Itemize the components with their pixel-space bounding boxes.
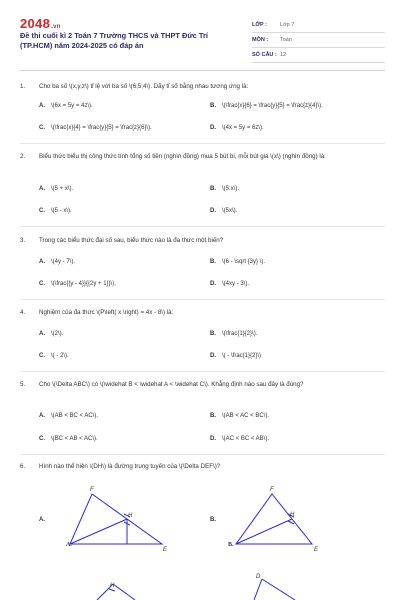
info-value: Toán	[280, 37, 292, 43]
option-label: B.	[210, 186, 216, 192]
q6-option-b[interactable]	[210, 517, 222, 523]
option-text: \(AB < BC < AC\).	[51, 413, 99, 419]
q5-option-d[interactable]	[210, 436, 269, 442]
option-text: \(4xy - 3\).	[222, 281, 250, 287]
vertex-label: F	[270, 487, 274, 493]
figure-a-tag: A.	[66, 542, 72, 548]
vertex-label: D	[256, 574, 261, 580]
option-label: A.	[39, 331, 45, 337]
option-label: C.	[39, 353, 45, 359]
q6-option-a[interactable]	[39, 517, 51, 523]
exam-title: Đề thi cuối kì 2 Toán 7 Trường THCS và THPT Đức Trí (TP.HCM) năm 2024-2025 có đáp án	[20, 31, 208, 50]
option-label: A.	[39, 186, 45, 192]
question-number: 5.	[20, 381, 26, 388]
tick-mark	[109, 589, 115, 591]
option-label: B.	[210, 413, 216, 419]
logo-text: 2048	[20, 16, 51, 31]
logo-suffix: .vn	[51, 24, 61, 30]
question-stem: Trong các biểu thức đại số sau, biểu thức nào là đa thức một biến?	[39, 237, 224, 244]
option-label: A.	[39, 517, 45, 523]
q1-option-c[interactable]	[39, 125, 152, 131]
option-label: B.	[210, 331, 216, 337]
info-row-subject	[252, 33, 385, 48]
q4-option-a[interactable]	[39, 331, 63, 337]
option-label: D.	[210, 208, 216, 214]
question-stem: Nghiệm của đa thức \(P\left( x \right) = 4x - 8\) là:	[39, 309, 174, 316]
q1-option-a[interactable]	[39, 103, 93, 109]
option-text: \(\frac{{y - 4}}{{2y + 1}}\).	[51, 281, 116, 287]
figure-b-triangle	[232, 488, 322, 554]
option-text: \(2\).	[51, 331, 64, 337]
question-stem: Cho \(\Delta ABC\) có \(\widehat B < \widehat A < \widehat C\). Khẳng định nào sau đây là đúng?	[39, 381, 304, 388]
question-3	[20, 236, 382, 246]
q4-option-c[interactable]	[39, 353, 69, 359]
question-stem: Cho ba số \(x,y,z\) tỉ lệ với ba số \(6;5;4\). Dãy tỉ số bằng nhau tương ứng là:	[39, 83, 249, 90]
q2-option-b[interactable]	[210, 186, 239, 192]
question-5	[20, 380, 382, 390]
segment-dh	[70, 519, 127, 544]
question-1	[20, 82, 382, 92]
triangle-side	[262, 579, 295, 600]
option-text: \(4y - 7\).	[51, 259, 76, 265]
question-separator	[20, 454, 385, 455]
q4-option-d[interactable]	[210, 353, 261, 359]
vertex-label: E	[314, 547, 319, 553]
info-row-class	[252, 18, 385, 33]
option-label: A.	[39, 413, 45, 419]
option-label: D.	[210, 436, 216, 442]
question-number: 1.	[20, 83, 26, 90]
option-label: D.	[210, 125, 216, 131]
option-text: \(AC < BC < AB\).	[222, 436, 270, 442]
info-value: 12	[280, 52, 287, 58]
option-label: A.	[39, 103, 45, 109]
option-label: B.	[210, 103, 216, 109]
exam-info-table	[252, 18, 385, 63]
option-text: \(\frac{1}{2}\).	[222, 331, 258, 337]
header-divider	[20, 70, 385, 71]
info-key: SỐ CÂU :	[252, 52, 277, 58]
q4-option-b[interactable]	[210, 331, 257, 337]
option-text: \( - 2\).	[51, 353, 69, 359]
figure-b-tag: B.	[228, 542, 234, 548]
option-label: A.	[39, 259, 45, 265]
tick-mark	[288, 521, 294, 524]
document-header	[20, 16, 385, 62]
triangle-side	[113, 584, 135, 600]
triangle-def	[70, 494, 162, 544]
option-text: \(4x = 5y = 6z\).	[222, 125, 264, 131]
option-label: C.	[39, 208, 45, 214]
vertex-label: H	[128, 513, 133, 519]
q3-option-b[interactable]	[210, 259, 265, 265]
vertex-label: H	[110, 583, 115, 589]
q2-option-d[interactable]	[210, 208, 237, 214]
option-label: B.	[210, 517, 216, 523]
info-key: MÔN :	[252, 37, 269, 43]
option-text: \(\frac{x}{6} = \frac{y}{5} = \frac{z}{4}\).	[222, 103, 323, 109]
question-4	[20, 308, 382, 318]
vertex-label: F	[90, 487, 94, 493]
option-text: \(BC < AB < AC\).	[51, 436, 98, 442]
triangle-side	[254, 579, 262, 600]
q2-option-c[interactable]	[39, 208, 72, 214]
question-number: 6.	[20, 463, 26, 470]
option-label: B.	[210, 259, 216, 265]
option-text: \(5:x\).	[222, 186, 240, 192]
option-label: C.	[39, 436, 45, 442]
q3-option-d[interactable]	[210, 281, 249, 287]
option-text: \( - \frac{1}{2}\)	[222, 353, 262, 359]
question-6	[20, 462, 382, 472]
option-text: \(5 + x\).	[51, 186, 74, 192]
q5-option-a[interactable]	[39, 413, 98, 419]
option-text: \(6 - \sqrt {3y} \).	[222, 259, 266, 265]
vertex-label: E	[163, 547, 168, 553]
site-logo[interactable]	[20, 16, 61, 31]
option-text: \(5x\).	[222, 208, 238, 214]
question-separator	[20, 143, 385, 144]
question-separator	[20, 299, 385, 300]
q3-option-c[interactable]	[39, 281, 116, 287]
option-text: \(\frac{x}{4} = \frac{y}{5} = \frac{z}{6}\).	[51, 125, 152, 131]
option-label: C.	[39, 125, 45, 131]
q2-option-a[interactable]	[39, 186, 73, 192]
figure-c-triangle	[85, 580, 145, 600]
question-number: 2.	[20, 153, 26, 160]
info-row-count	[252, 48, 385, 63]
q1-option-b[interactable]	[210, 103, 323, 109]
option-label: D.	[210, 353, 216, 359]
q5-option-c[interactable]	[39, 436, 98, 442]
question-number: 4.	[20, 309, 26, 316]
triangle-def	[236, 494, 312, 544]
figure-d-triangle	[240, 575, 300, 600]
question-stem: Hình nào thể hiện \(DH\) là đường trung tuyến của \(\Delta DEF\)?	[39, 463, 221, 470]
q3-option-a[interactable]	[39, 259, 75, 265]
question-separator	[20, 371, 385, 372]
option-text: \(6x = 5y = 4z\).	[51, 103, 93, 109]
q1-option-d[interactable]	[210, 125, 264, 131]
question-stem: Biểu thức biểu thị công thức tính tổng số tiền (nghìn đồng) mua 5 bút bi, mỗi bút giá \(x\) (nghìn đồng) là:	[39, 153, 326, 160]
option-text: \(AB < AC < BC\).	[222, 413, 270, 419]
question-2	[20, 152, 382, 162]
figure-a-triangle	[62, 488, 172, 554]
question-number: 3.	[20, 237, 26, 244]
info-key: LỚP :	[252, 22, 267, 28]
info-value: Lớp 7	[280, 22, 295, 28]
option-label: C.	[39, 281, 45, 287]
option-text: \(5 - x\).	[51, 208, 72, 214]
option-label: D.	[210, 281, 216, 287]
question-separator	[20, 226, 385, 227]
vertex-label: H	[290, 512, 295, 518]
q5-option-b[interactable]	[210, 413, 269, 419]
